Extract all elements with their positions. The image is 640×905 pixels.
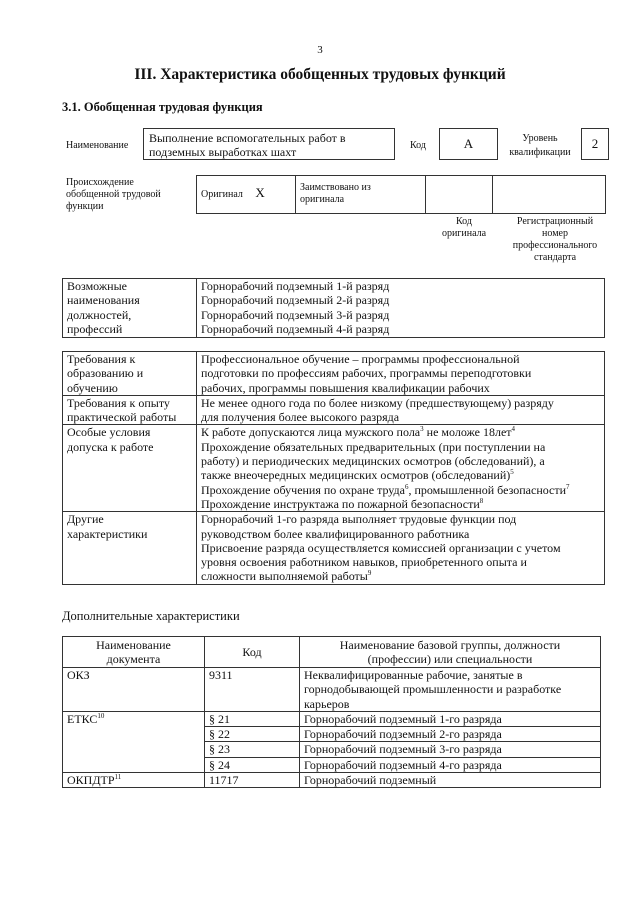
exp-label-line: практической работы [67, 410, 177, 425]
cond-line-4 [201, 468, 600, 482]
code-orig-line1: Код [456, 216, 472, 227]
name-value-box [143, 128, 395, 160]
edu-label-line: Требования к [67, 352, 136, 366]
positions-label-2: наименования [67, 293, 140, 308]
exp-label-line: Требования к опыту [67, 395, 170, 410]
position-item: Горнорабочий подземный 1-й разряд [201, 279, 390, 293]
col3-line: Наименование базовой группы, должности [339, 637, 561, 652]
table-row [63, 773, 601, 788]
origin-label-line1: Происхождение [66, 177, 134, 188]
footnote-ref: 3 [420, 425, 424, 434]
cond-text: не моложе 18лет [423, 425, 512, 440]
okz-name [300, 668, 601, 712]
additional-title: Дополнительные характеристики [62, 609, 240, 623]
etks-text: ЕТКС [67, 711, 98, 726]
footnote-ref: 7 [566, 482, 570, 491]
etks-code: § 22 [205, 727, 300, 742]
etks-label [63, 711, 205, 772]
reg-line2: номер [542, 228, 568, 239]
cond-line-6 [201, 497, 600, 511]
other-line-4: уровня освоения работником навыков, приобретенного опыта и [201, 555, 527, 570]
footnote-ref: 6 [404, 482, 409, 491]
experience-value [197, 395, 605, 425]
okz-code: 9311 [205, 668, 300, 712]
level-label-line2: квалификации [509, 147, 571, 158]
positions-label-3: должностей, [67, 307, 132, 322]
name-label: Наименование [66, 140, 129, 151]
code-value: А [439, 128, 498, 160]
footnote-ref: 10 [97, 711, 105, 720]
education-value [197, 352, 605, 396]
origin-label-line3: функции [66, 201, 104, 212]
other-label [63, 512, 197, 584]
reg-line4: стандарта [533, 252, 577, 263]
cond-label-line: Особые условия [67, 425, 151, 440]
footnote-ref: 8 [479, 496, 484, 505]
col1-line: Наименование [96, 637, 171, 652]
table-row [63, 668, 601, 712]
conditions-value [197, 425, 605, 512]
origin-label [66, 177, 161, 213]
conditions-label [63, 425, 197, 512]
etks-name: Горнорабочий подземный 1-го разряда [300, 711, 601, 726]
cond-line-5 [201, 483, 600, 497]
section-title: III. Характеристика обобщенных трудовых функций [134, 66, 506, 83]
original-cell [197, 176, 296, 214]
reg-line1: Регистрационный [516, 216, 594, 227]
table-row [63, 711, 601, 726]
other-line-1: Горнорабочий 1-го разряда выполняет трудовые функции под [201, 512, 517, 527]
footnote-ref: 5 [510, 468, 514, 477]
cond-label-line: допуска к работе [67, 439, 154, 454]
borrowed-line1: Заимствовано из [300, 182, 371, 193]
okz-label: ОКЗ [63, 668, 205, 712]
edu-value-line: рабочих, программы повышения квалификации рабочих [201, 380, 490, 395]
borrowed-cell [296, 176, 426, 214]
cond-text: также внеочередных медицинских осмотров (обследований) [201, 468, 511, 483]
reg-number-cell [493, 176, 606, 214]
okpdtr-label [63, 773, 205, 788]
level-value: 2 [581, 128, 609, 160]
position-item: Горнорабочий подземный 2-й разряд [201, 293, 390, 308]
borrowed-line2: оригинала [300, 194, 345, 205]
edu-value-line: подготовки по профессиям рабочих, программы переподготовки [201, 366, 532, 381]
page-number: 3 [317, 44, 323, 56]
requirements-table [62, 351, 605, 585]
code-orig-line2: оригинала [441, 228, 487, 239]
original-mark: X [255, 185, 265, 201]
cond-text: Прохождение обучения по охране труда [201, 482, 405, 497]
etks-code: § 21 [205, 711, 300, 726]
positions-label-1: Возможные [67, 279, 127, 293]
code-original-caption [430, 216, 498, 240]
okpdtr-text: ОКПДТР [67, 773, 115, 788]
cond-text: К работе допускаются лица мужского пола [201, 425, 421, 440]
etks-name: Горнорабочий подземный 2-го разряда [300, 727, 601, 742]
okpdtr-code: 11717 [205, 773, 300, 788]
education-row [63, 352, 605, 396]
col-group-name [300, 637, 601, 668]
positions-label-cell [63, 279, 197, 338]
edu-label-line: обучению [67, 380, 118, 395]
positions-label-4: профессий [67, 321, 123, 336]
other-line-5 [201, 569, 600, 583]
exp-value-line: Не менее одного года по более низкому (предшествующему) разряду [201, 395, 554, 410]
level-label [500, 133, 580, 159]
okz-name-line: карьеров [304, 696, 350, 711]
cond-text: Прохождение инструктажа по пожарной безопасности [201, 496, 480, 511]
col3-line: (профессии) или специальности [367, 652, 533, 666]
position-item: Горнорабочий подземный 4-й разряд [201, 321, 390, 336]
experience-label [63, 395, 197, 425]
origin-label-line2: обобщенной трудовой [66, 189, 161, 200]
footnote-ref: 11 [114, 773, 122, 782]
col-doc-name [63, 637, 205, 668]
col-code: Код [205, 637, 300, 668]
other-label-line: характеристики [67, 526, 148, 541]
experience-row [63, 395, 605, 425]
conditions-row [63, 425, 605, 512]
okz-name-line: Неквалифицированные рабочие, занятые в [304, 668, 523, 682]
exp-value-line: для получения более высокого разряда [201, 410, 400, 425]
etks-code: § 23 [205, 742, 300, 757]
other-row [63, 512, 605, 584]
cond-line-1 [201, 425, 600, 439]
other-text: сложности выполняемой работы [201, 569, 368, 584]
etks-code: § 24 [205, 757, 300, 772]
other-value [197, 512, 605, 584]
other-line-3: Присвоение разряда осуществляется комиссией организации с учетом [201, 540, 561, 555]
footnote-ref: 9 [367, 569, 372, 578]
cond-line-3: работу) и периодических медицинских осмотров (обследований), а [201, 454, 545, 469]
reg-number-caption [500, 216, 610, 264]
original-label: Оригинал [201, 189, 243, 201]
cond-text: , промышленной безопасности [408, 482, 567, 497]
footnote-ref: 4 [511, 425, 516, 434]
etks-name: Горнорабочий подземный 4-го разряда [300, 757, 601, 772]
other-line-2: руководством более квалифицированного работника [201, 526, 470, 541]
etks-name: Горнорабочий подземный 3-го разряда [300, 742, 601, 757]
positions-items-cell [197, 279, 605, 338]
education-label [63, 352, 197, 396]
col1-line: документа [106, 652, 161, 666]
position-item: Горнорабочий подземный 3-й разряд [201, 307, 390, 322]
other-label-line: Другие [67, 512, 104, 527]
subsection-title: 3.1. Обобщенная трудовая функция [62, 100, 263, 114]
name-value-line2: подземных выработках шахт [149, 145, 297, 159]
code-original-cell [426, 176, 493, 214]
origin-table [196, 175, 606, 214]
additional-table [62, 636, 601, 788]
edu-value-line: Профессиональное обучение – программы профессиональной [201, 352, 520, 366]
edu-label-line: образованию и [67, 366, 144, 381]
positions-table [62, 278, 605, 338]
name-value-line1: Выполнение вспомогательных работ в [149, 131, 346, 145]
level-label-line1: Уровень [522, 133, 558, 144]
reg-line3: профессионального [512, 240, 598, 251]
code-label: Код [410, 140, 426, 151]
additional-header-row [63, 637, 601, 668]
okz-name-line: горнодобывающей промышленности и разработке [304, 682, 562, 697]
cond-line-2: Прохождение обязательных предварительных (при поступлении на [201, 439, 546, 454]
okpdtr-name: Горнорабочий подземный [300, 773, 601, 788]
